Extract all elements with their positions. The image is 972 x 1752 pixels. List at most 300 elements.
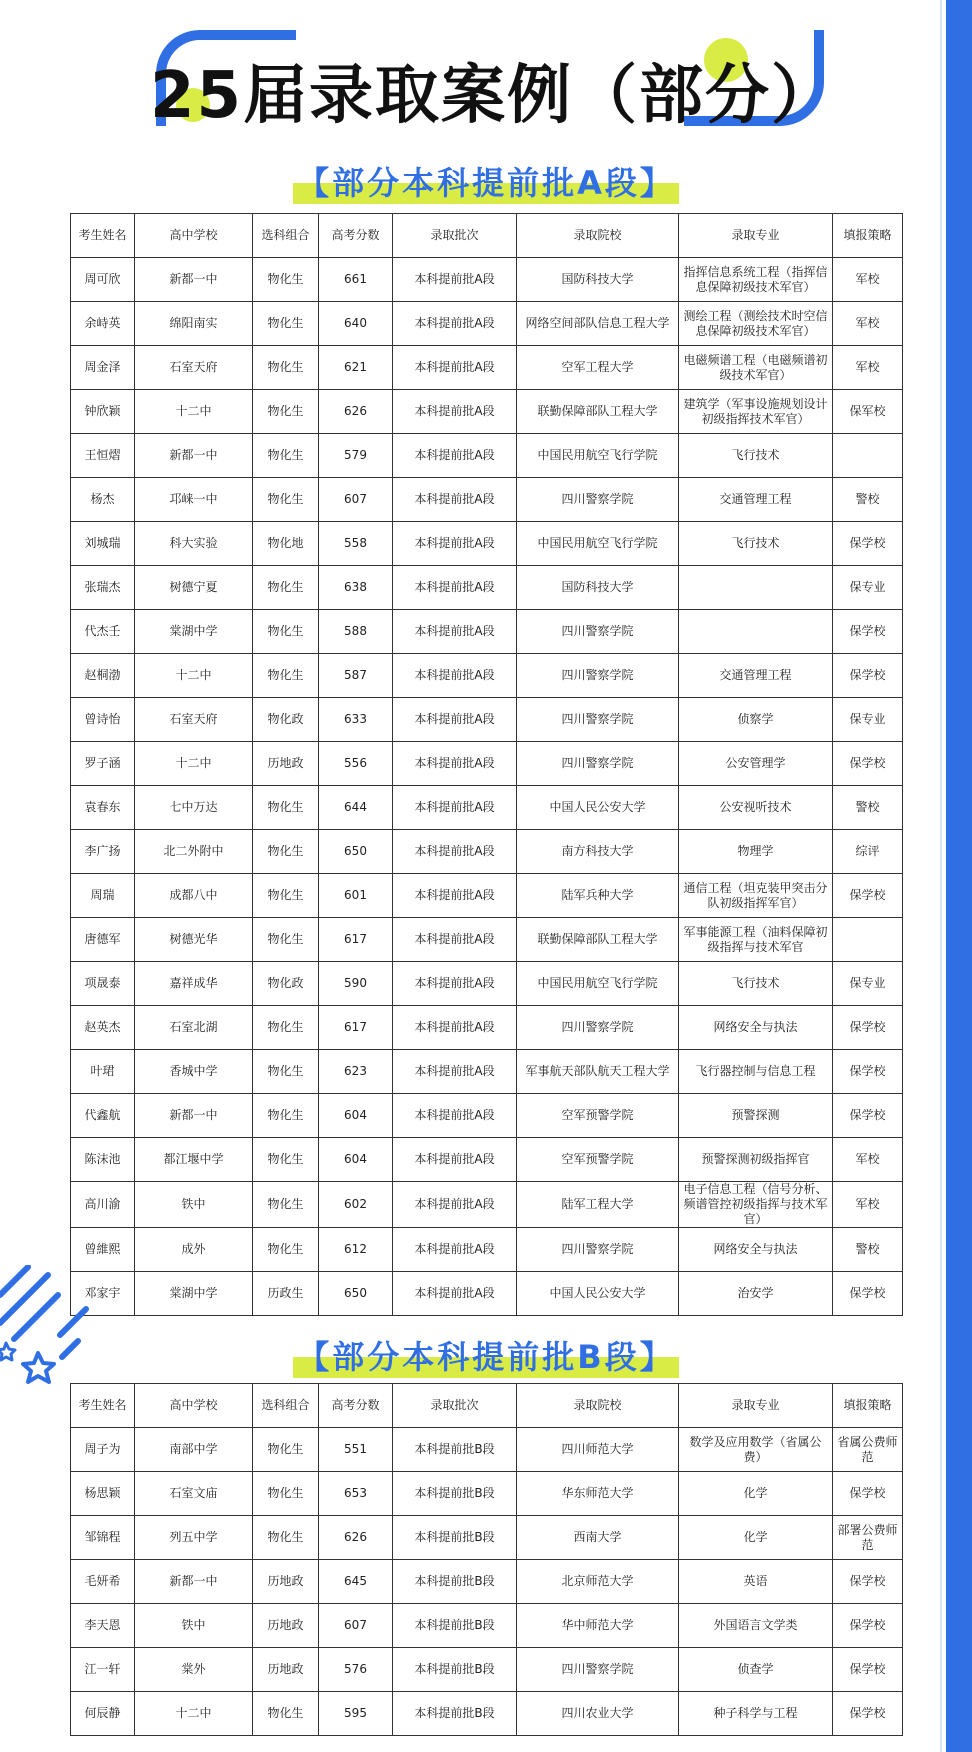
table-cell: 高川渝: [71, 1182, 135, 1228]
table-cell: 物化生: [253, 1182, 319, 1228]
column-header: 录取专业: [679, 1384, 833, 1428]
table-cell: 四川警察学院: [517, 742, 679, 786]
table-cell: 空军预警学院: [517, 1138, 679, 1182]
table-cell: 物化生: [253, 390, 319, 434]
table-cell: 本科提前批B段: [393, 1472, 517, 1516]
table-cell: 本科提前批A段: [393, 1138, 517, 1182]
table-cell: 本科提前批A段: [393, 698, 517, 742]
table-cell: 飞行技术: [679, 962, 833, 1006]
table-cell: 物化生: [253, 258, 319, 302]
table-cell: 本科提前批A段: [393, 478, 517, 522]
table-cell: 北京师范大学: [517, 1560, 679, 1604]
table-cell: 交通管理工程: [679, 654, 833, 698]
table-cell: 保学校: [833, 1560, 903, 1604]
table-cell: 空军工程大学: [517, 346, 679, 390]
table-cell: 外国语言文学类: [679, 1604, 833, 1648]
title-banner: [150, 24, 838, 134]
table-cell: 铁中: [135, 1604, 253, 1648]
table-cell: 物化生: [253, 874, 319, 918]
table-cell: 四川警察学院: [517, 1648, 679, 1692]
table-cell: 何辰静: [71, 1692, 135, 1736]
table-cell: 本科提前批A段: [393, 786, 517, 830]
table-cell: 四川警察学院: [517, 1228, 679, 1272]
table-row: [71, 566, 903, 610]
table-cell: 四川警察学院: [517, 654, 679, 698]
table-cell: 612: [319, 1228, 393, 1272]
table-cell: 本科提前批B段: [393, 1604, 517, 1648]
table-cell: 中国民用航空飞行学院: [517, 962, 679, 1006]
table-cell: 石室天府: [135, 346, 253, 390]
table-cell: 十二中: [135, 654, 253, 698]
table-cell: 余峙英: [71, 302, 135, 346]
table-cell: 空军预警学院: [517, 1094, 679, 1138]
table-cell: 633: [319, 698, 393, 742]
table-cell: 本科提前批B段: [393, 1692, 517, 1736]
column-header: 选科组合: [253, 214, 319, 258]
table-row: [71, 742, 903, 786]
table-cell: 本科提前批A段: [393, 874, 517, 918]
table-cell: 网络安全与执法: [679, 1228, 833, 1272]
table-cell: 省属公费师范: [833, 1428, 903, 1472]
table-cell: 保专业: [833, 566, 903, 610]
column-header: 高中学校: [135, 1384, 253, 1428]
table-cell: 部署公费师范: [833, 1516, 903, 1560]
table-cell: 公安管理学: [679, 742, 833, 786]
column-header: 录取院校: [517, 214, 679, 258]
column-header: 考生姓名: [71, 1384, 135, 1428]
table-cell: 棠湖中学: [135, 1272, 253, 1316]
table-cell: 621: [319, 346, 393, 390]
table-cell: 638: [319, 566, 393, 610]
table-cell: 保学校: [833, 1006, 903, 1050]
table-cell: 558: [319, 522, 393, 566]
table-row: [71, 786, 903, 830]
table-cell: 保学校: [833, 610, 903, 654]
table-cell: 本科提前批B段: [393, 1560, 517, 1604]
table-cell: 曾诗怡: [71, 698, 135, 742]
table-cell: 七中万达: [135, 786, 253, 830]
table-cell: 指挥信息系统工程（指挥信息保障初级技术军官）: [679, 258, 833, 302]
table-cell: 保学校: [833, 1604, 903, 1648]
table-cell: 邓家宇: [71, 1272, 135, 1316]
table-cell: 历政生: [253, 1272, 319, 1316]
table-cell: 陆军兵种大学: [517, 874, 679, 918]
section-a-heading-text: 【部分本科提前批A段】: [293, 158, 679, 204]
table-cell: 种子科学与工程: [679, 1692, 833, 1736]
table-cell: 棠外: [135, 1648, 253, 1692]
table-cell: 本科提前批A段: [393, 962, 517, 1006]
table-row: [71, 1182, 903, 1228]
table-cell: 网络安全与执法: [679, 1006, 833, 1050]
table-cell: 本科提前批A段: [393, 390, 517, 434]
table-cell: 587: [319, 654, 393, 698]
table-cell: 代杰壬: [71, 610, 135, 654]
table-cell: 588: [319, 610, 393, 654]
table-cell: 653: [319, 1472, 393, 1516]
table-cell: 飞行技术: [679, 434, 833, 478]
table-cell: 保学校: [833, 1692, 903, 1736]
table-cell: 595: [319, 1692, 393, 1736]
table-cell: 成外: [135, 1228, 253, 1272]
table-cell: 保学校: [833, 522, 903, 566]
table-row: [71, 478, 903, 522]
table-cell: 本科提前批A段: [393, 830, 517, 874]
table-cell: 历地政: [253, 742, 319, 786]
table-cell: 警校: [833, 478, 903, 522]
table-cell: 袁春东: [71, 786, 135, 830]
column-header: 录取批次: [393, 1384, 517, 1428]
table-cell: 本科提前批A段: [393, 742, 517, 786]
table-cell: 嘉祥成华: [135, 962, 253, 1006]
table-cell: 四川警察学院: [517, 698, 679, 742]
table-cell: 江一轩: [71, 1648, 135, 1692]
table-cell: 604: [319, 1138, 393, 1182]
table-cell: 邛崃一中: [135, 478, 253, 522]
table-cell: 604: [319, 1094, 393, 1138]
table-cell: 物化生: [253, 786, 319, 830]
table-cell: 物化生: [253, 566, 319, 610]
table-cell: 物化生: [253, 830, 319, 874]
table-row: [71, 1604, 903, 1648]
table-cell: 国防科技大学: [517, 258, 679, 302]
table-cell: 陆军工程大学: [517, 1182, 679, 1228]
table-cell: 物化政: [253, 962, 319, 1006]
table-row: [71, 1692, 903, 1736]
table-cell: 四川师范大学: [517, 1428, 679, 1472]
table-cell: 物化生: [253, 478, 319, 522]
table-cell: 预警探测: [679, 1094, 833, 1138]
table-cell: 576: [319, 1648, 393, 1692]
table-row: [71, 346, 903, 390]
table-row: [71, 522, 903, 566]
table-cell: 607: [319, 1604, 393, 1648]
table-cell: 四川警察学院: [517, 1006, 679, 1050]
table-cell: 国防科技大学: [517, 566, 679, 610]
table-cell: 601: [319, 874, 393, 918]
table-cell: 西南大学: [517, 1516, 679, 1560]
table-row: [71, 1472, 903, 1516]
table-cell: 本科提前批B段: [393, 1648, 517, 1692]
table-cell: 物化生: [253, 610, 319, 654]
table-cell: 保学校: [833, 1272, 903, 1316]
table-cell: 中国民用航空飞行学院: [517, 522, 679, 566]
table-cell: 电磁频谱工程（电磁频谱初级技术军官）: [679, 346, 833, 390]
table-cell: 保专业: [833, 962, 903, 1006]
table-cell: 623: [319, 1050, 393, 1094]
table-row: [71, 1050, 903, 1094]
table-cell: 香城中学: [135, 1050, 253, 1094]
table-cell: 物化生: [253, 1050, 319, 1094]
table-header-row: [71, 1384, 903, 1428]
table-cell: 棠湖中学: [135, 610, 253, 654]
table-row: [71, 1138, 903, 1182]
table-cell: 警校: [833, 1228, 903, 1272]
admission-table-b: [70, 1383, 903, 1736]
table-cell: 历地政: [253, 1560, 319, 1604]
table-cell: 杨杰: [71, 478, 135, 522]
table-cell: 南方科技大学: [517, 830, 679, 874]
table-cell: 602: [319, 1182, 393, 1228]
table-cell: 测绘工程（测绘技术时空信息保障初级技术军官）: [679, 302, 833, 346]
table-cell: 本科提前批A段: [393, 258, 517, 302]
table-cell: 军校: [833, 302, 903, 346]
table-cell: 本科提前批A段: [393, 1006, 517, 1050]
table-cell: 周瑞: [71, 874, 135, 918]
table-cell: 617: [319, 918, 393, 962]
table-cell: 华东师范大学: [517, 1472, 679, 1516]
table-cell: 侦察学: [679, 698, 833, 742]
table-cell: 铁中: [135, 1182, 253, 1228]
table-cell: 590: [319, 962, 393, 1006]
table-cell: 四川农业大学: [517, 1692, 679, 1736]
table-cell: 电子信息工程（信号分析、频谱管控初级指挥与技术军官）: [679, 1182, 833, 1228]
table-cell: 通信工程（坦克装甲突击分队初级指挥军官）: [679, 874, 833, 918]
table-cell: 物化生: [253, 1692, 319, 1736]
section-a-heading: [0, 158, 972, 204]
column-header: 选科组合: [253, 1384, 319, 1428]
table-cell: 保学校: [833, 1648, 903, 1692]
table-cell: 物化生: [253, 1516, 319, 1560]
table-cell: 新都一中: [135, 434, 253, 478]
table-cell: 物化生: [253, 918, 319, 962]
table-row: [71, 1006, 903, 1050]
table-row: [71, 434, 903, 478]
table-header-row: [71, 214, 903, 258]
table-cell: 物化生: [253, 1228, 319, 1272]
column-header: 高中学校: [135, 214, 253, 258]
table-cell: 中国民用航空飞行学院: [517, 434, 679, 478]
table-cell: 周子为: [71, 1428, 135, 1472]
table-cell: 本科提前批A段: [393, 522, 517, 566]
table-cell: 治安学: [679, 1272, 833, 1316]
table-row: [71, 1094, 903, 1138]
table-cell: 626: [319, 390, 393, 434]
table-row: [71, 1272, 903, 1316]
table-row: [71, 874, 903, 918]
table-cell: 军校: [833, 1138, 903, 1182]
table-cell: 本科提前批A段: [393, 346, 517, 390]
table-cell: 556: [319, 742, 393, 786]
table-cell: 交通管理工程: [679, 478, 833, 522]
table-cell: 本科提前批A段: [393, 1228, 517, 1272]
table-cell: 赵英杰: [71, 1006, 135, 1050]
table-cell: 644: [319, 786, 393, 830]
table-row: [71, 302, 903, 346]
table-cell: 李天恩: [71, 1604, 135, 1648]
table-row: [71, 698, 903, 742]
table-cell: 本科提前批A段: [393, 434, 517, 478]
table-cell: 张瑞杰: [71, 566, 135, 610]
table-cell: 四川警察学院: [517, 610, 679, 654]
table-cell: 飞行器控制与信息工程: [679, 1050, 833, 1094]
table-cell: 物化生: [253, 1428, 319, 1472]
table-cell: 警校: [833, 786, 903, 830]
table-cell: 王恒熠: [71, 434, 135, 478]
table-cell: 周金泽: [71, 346, 135, 390]
column-header: 录取专业: [679, 214, 833, 258]
table-cell: 本科提前批A段: [393, 1050, 517, 1094]
table-cell: 物理学: [679, 830, 833, 874]
table-cell: [679, 610, 833, 654]
table-cell: [833, 434, 903, 478]
table-cell: 军事航天部队航天工程大学: [517, 1050, 679, 1094]
table-cell: 物化生: [253, 1138, 319, 1182]
table-cell: 607: [319, 478, 393, 522]
table-cell: 联勤保障部队工程大学: [517, 918, 679, 962]
column-header: 填报策略: [833, 1384, 903, 1428]
table-cell: 物化地: [253, 522, 319, 566]
table-cell: 物化生: [253, 346, 319, 390]
side-accent-bar: [946, 0, 972, 1752]
table-cell: 军校: [833, 346, 903, 390]
table-cell: 飞行技术: [679, 522, 833, 566]
table-cell: 叶珺: [71, 1050, 135, 1094]
table-cell: 中国人民公安大学: [517, 786, 679, 830]
table-cell: 科大实验: [135, 522, 253, 566]
table-cell: 网络空间部队信息工程大学: [517, 302, 679, 346]
table-cell: 化学: [679, 1516, 833, 1560]
column-header: 考生姓名: [71, 214, 135, 258]
table-cell: 617: [319, 1006, 393, 1050]
table-cell: 十二中: [135, 1692, 253, 1736]
table-cell: 640: [319, 302, 393, 346]
table-cell: 罗子涵: [71, 742, 135, 786]
table-row: [71, 830, 903, 874]
table-cell: 列五中学: [135, 1516, 253, 1560]
table-cell: 陈沫池: [71, 1138, 135, 1182]
table-cell: 石室北湖: [135, 1006, 253, 1050]
table-cell: 661: [319, 258, 393, 302]
table-cell: 本科提前批A段: [393, 1094, 517, 1138]
table-cell: 化学: [679, 1472, 833, 1516]
table-cell: 综评: [833, 830, 903, 874]
table-cell: 历地政: [253, 1648, 319, 1692]
table-row: [71, 1648, 903, 1692]
table-cell: 保学校: [833, 1050, 903, 1094]
table-cell: 本科提前批B段: [393, 1516, 517, 1560]
table-cell: 赵桐渤: [71, 654, 135, 698]
table-cell: 军事能源工程（油料保障初级指挥与技术军官: [679, 918, 833, 962]
table-cell: 建筑学（军事设施规划设计初级指挥技术军官）: [679, 390, 833, 434]
admission-table-a: [70, 213, 903, 1316]
table-cell: [679, 566, 833, 610]
table-cell: 南部中学: [135, 1428, 253, 1472]
table-cell: 钟欣颖: [71, 390, 135, 434]
table-cell: 物化生: [253, 1006, 319, 1050]
table-cell: 650: [319, 1272, 393, 1316]
table-cell: 树德宁夏: [135, 566, 253, 610]
table-cell: 本科提前批A段: [393, 566, 517, 610]
column-header: 录取院校: [517, 1384, 679, 1428]
table-cell: 物化生: [253, 434, 319, 478]
table-cell: 物化生: [253, 1472, 319, 1516]
table-cell: 本科提前批A段: [393, 918, 517, 962]
table-cell: 项晟泰: [71, 962, 135, 1006]
table-cell: 626: [319, 1516, 393, 1560]
table-cell: 四川警察学院: [517, 478, 679, 522]
table-cell: [833, 918, 903, 962]
table-cell: 579: [319, 434, 393, 478]
table-row: [71, 918, 903, 962]
table-cell: 物化生: [253, 1094, 319, 1138]
table-cell: 联勤保障部队工程大学: [517, 390, 679, 434]
table-cell: 新都一中: [135, 1560, 253, 1604]
table-cell: 军校: [833, 258, 903, 302]
table-cell: 本科提前批A段: [393, 610, 517, 654]
table-cell: 军校: [833, 1182, 903, 1228]
table-cell: 十二中: [135, 742, 253, 786]
table-cell: 保学校: [833, 654, 903, 698]
table-cell: 中国人民公安大学: [517, 1272, 679, 1316]
table-cell: 树德光华: [135, 918, 253, 962]
column-header: 高考分数: [319, 1384, 393, 1428]
column-header: 填报策略: [833, 214, 903, 258]
table-cell: 都江堰中学: [135, 1138, 253, 1182]
table-cell: 公安视听技术: [679, 786, 833, 830]
table-cell: 刘城瑞: [71, 522, 135, 566]
table-cell: 绵阳南实: [135, 302, 253, 346]
table-row: [71, 258, 903, 302]
table-cell: 保学校: [833, 1094, 903, 1138]
table-row: [71, 1560, 903, 1604]
table-cell: 英语: [679, 1560, 833, 1604]
table-cell: 唐德军: [71, 918, 135, 962]
table-cell: 石室天府: [135, 698, 253, 742]
column-header: 高考分数: [319, 214, 393, 258]
table-cell: 石室文庙: [135, 1472, 253, 1516]
table-cell: 551: [319, 1428, 393, 1472]
table-row: [71, 962, 903, 1006]
table-cell: 周可欣: [71, 258, 135, 302]
table-cell: 新都一中: [135, 1094, 253, 1138]
section-b-heading-text: 【部分本科提前批B段】: [293, 1332, 678, 1378]
table-cell: 保学校: [833, 1472, 903, 1516]
table-cell: 北二外附中: [135, 830, 253, 874]
table-cell: 645: [319, 1560, 393, 1604]
table-cell: 物化政: [253, 698, 319, 742]
table-cell: 历地政: [253, 1604, 319, 1648]
table-cell: 华中师范大学: [517, 1604, 679, 1648]
table-cell: 预警探测初级指挥官: [679, 1138, 833, 1182]
table-cell: 物化生: [253, 654, 319, 698]
table-cell: 杨思颖: [71, 1472, 135, 1516]
side-divider-line: [940, 0, 942, 1752]
table-cell: 本科提前批A段: [393, 654, 517, 698]
table-cell: 保学校: [833, 874, 903, 918]
column-header: 录取批次: [393, 214, 517, 258]
table-cell: 保专业: [833, 698, 903, 742]
table-cell: 本科提前批B段: [393, 1428, 517, 1472]
table-cell: 曾維熙: [71, 1228, 135, 1272]
table-cell: 保学校: [833, 742, 903, 786]
table-cell: 保军校: [833, 390, 903, 434]
table-cell: 650: [319, 830, 393, 874]
table-cell: 邹锦程: [71, 1516, 135, 1560]
table-cell: 数学及应用数学（省属公费）: [679, 1428, 833, 1472]
page-title: 25届录取案例（部分）: [150, 59, 838, 133]
table-row: [71, 390, 903, 434]
table-cell: 毛妍希: [71, 1560, 135, 1604]
table-cell: 十二中: [135, 390, 253, 434]
table-cell: 侦查学: [679, 1648, 833, 1692]
table-cell: 本科提前批A段: [393, 302, 517, 346]
table-cell: 新都一中: [135, 258, 253, 302]
table-cell: 成都八中: [135, 874, 253, 918]
table-row: [71, 1516, 903, 1560]
table-cell: 物化生: [253, 302, 319, 346]
table-cell: 李广扬: [71, 830, 135, 874]
table-cell: 本科提前批A段: [393, 1272, 517, 1316]
